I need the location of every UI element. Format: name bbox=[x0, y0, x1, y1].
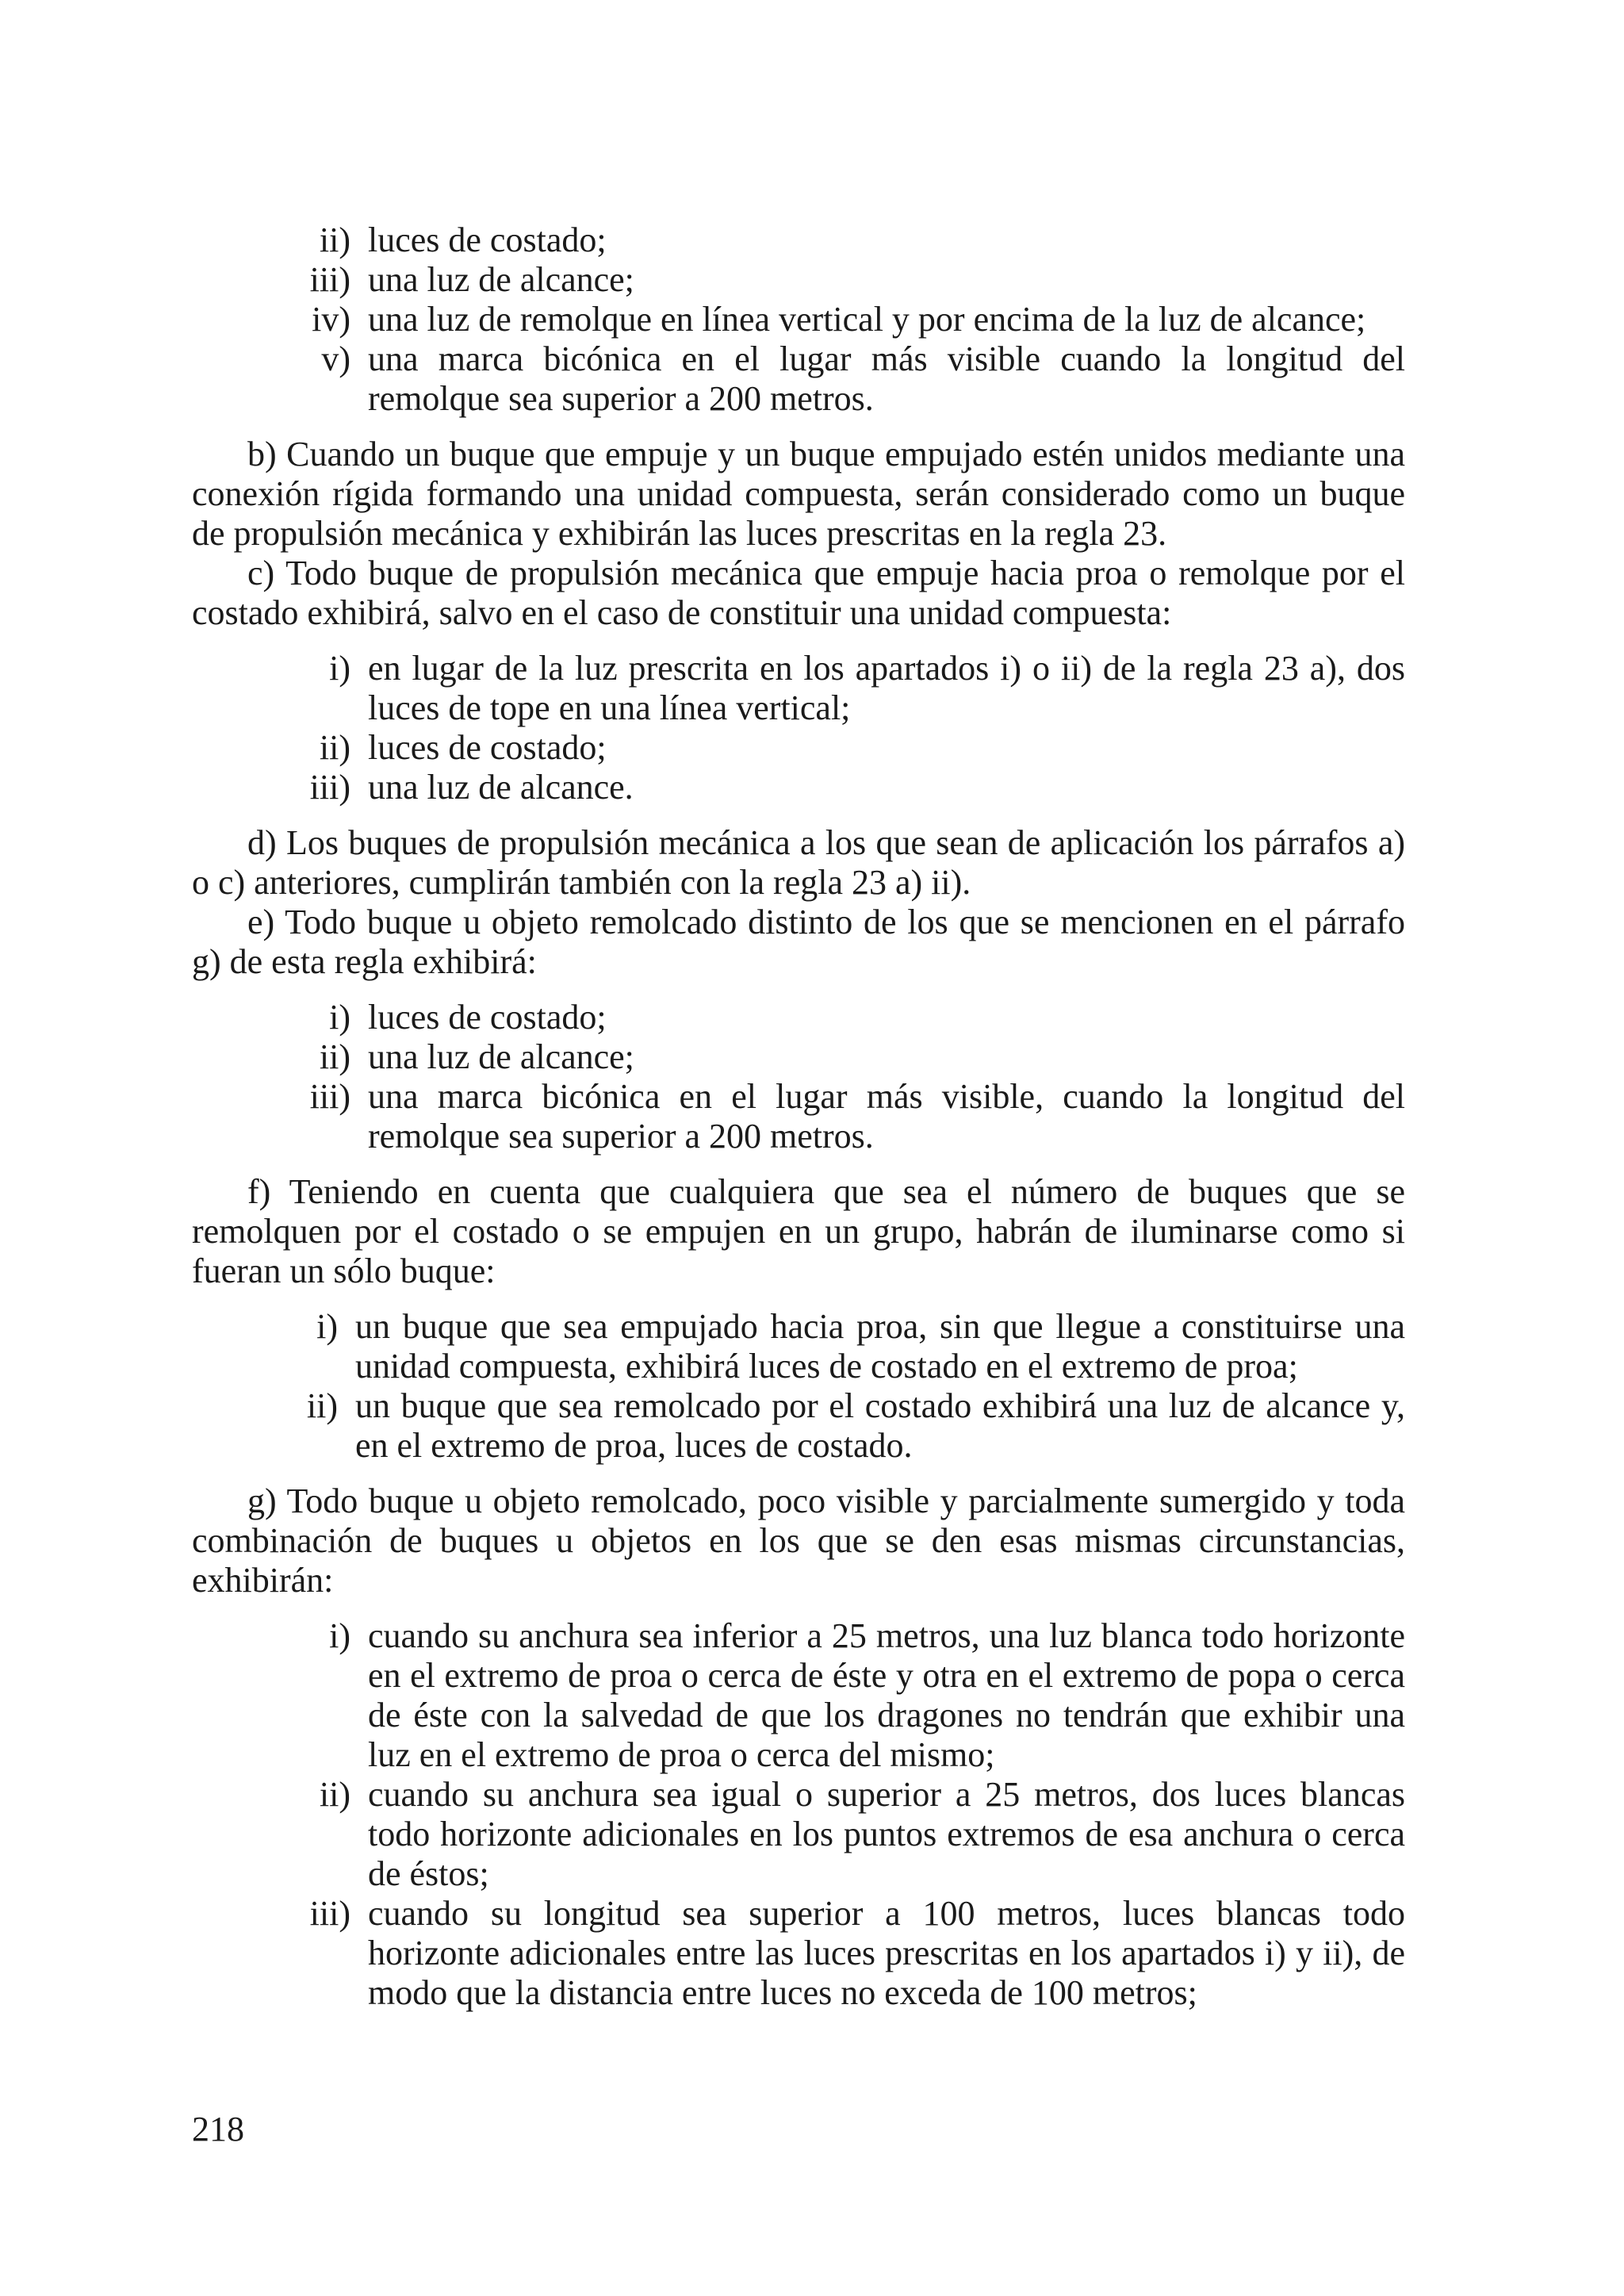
item-number: i) bbox=[329, 998, 350, 1037]
item-text: cuando su longitud sea superior a 100 metros, luces blancas todo horizonte adicionales entre las luces prescritas en los apartados i) y ii), de modo que la distancia entre luces no exceda de 100 metros; bbox=[368, 1894, 1405, 2012]
page-body bbox=[192, 220, 1405, 2013]
item-text: una luz de alcance; bbox=[368, 1037, 634, 1076]
paragraph-c: c) Todo buque de propulsión mecánica que empuje hacia proa o remolque por el costado exhibirá, salvo en el caso de constituir una unidad compuesta: bbox=[192, 554, 1405, 632]
list-item bbox=[192, 1894, 1405, 2013]
item-number: iii) bbox=[309, 768, 350, 807]
item-text: una luz de remolque en línea vertical y por encima de la luz de alcance; bbox=[368, 300, 1366, 339]
paragraph-g: g) Todo buque u objeto remolcado, poco visible y parcialmente sumergido y toda combinación de buques u objetos en los que se den esas mismas circunstancias, exhibirán: bbox=[192, 1481, 1405, 1600]
list-item bbox=[192, 1386, 1405, 1466]
item-number: ii) bbox=[319, 1037, 350, 1076]
paragraph-f: f) Teniendo en cuenta que cualquiera que sea el número de buques que se remolquen por el costado o se empujen en un grupo, habrán de iluminarse como si fueran un sólo buque: bbox=[192, 1172, 1405, 1290]
list-item bbox=[192, 1037, 1405, 1077]
list-item bbox=[192, 300, 1405, 339]
item-text: luces de costado; bbox=[368, 728, 607, 767]
list-item bbox=[192, 998, 1405, 1037]
item-text: luces de costado; bbox=[368, 220, 607, 259]
item-text: una marca bicónica en el lugar más visible cuando la longitud del remolque sea superior a 200 metros. bbox=[368, 339, 1405, 418]
item-text: cuando su anchura sea inferior a 25 metros, una luz blanca todo horizonte en el extremo de proa o cerca de éste y otra en el extremo de popa o cerca de éste con la salvedad de que los dragones no tendrán que exhibir una luz en el extremo de proa o cerca del mismo; bbox=[368, 1616, 1405, 1774]
item-number: i) bbox=[329, 1616, 350, 1655]
list-item bbox=[192, 339, 1405, 419]
list-item bbox=[192, 1616, 1405, 1775]
item-text: un buque que sea remolcado por el costado exhibirá una luz de alcance y, en el extremo de proa, luces de costado. bbox=[355, 1386, 1405, 1465]
list-a-continued bbox=[192, 220, 1405, 419]
item-number: i) bbox=[329, 649, 350, 688]
item-number: i) bbox=[316, 1307, 338, 1346]
list-e bbox=[192, 998, 1405, 1156]
item-number: iv) bbox=[312, 300, 350, 339]
item-number: ii) bbox=[319, 728, 350, 767]
list-item bbox=[192, 728, 1405, 768]
list-g bbox=[192, 1616, 1405, 2013]
list-c bbox=[192, 649, 1405, 807]
list-item bbox=[192, 1775, 1405, 1894]
item-text: luces de costado; bbox=[368, 998, 607, 1037]
list-item bbox=[192, 260, 1405, 300]
list-item bbox=[192, 220, 1405, 260]
paragraph-b: b) Cuando un buque que empuje y un buque empujado estén unidos mediante una conexión rígida formando una unidad compuesta, serán considerado como un buque de propulsión mecánica y exhibirán las luces prescritas en la regla 23. bbox=[192, 435, 1405, 553]
paragraph-d: d) Los buques de propulsión mecánica a los que sean de aplicación los párrafos a) o c) anteriores, cumplirán también con la regla 23 a) ii). bbox=[192, 823, 1405, 902]
item-number: iii) bbox=[309, 1077, 350, 1116]
item-text: una marca bicónica en el lugar más visible, cuando la longitud del remolque sea superior a 200 metros. bbox=[368, 1077, 1405, 1156]
item-number: ii) bbox=[319, 1775, 350, 1814]
item-number: iii) bbox=[309, 1894, 350, 1933]
list-item bbox=[192, 1077, 1405, 1156]
item-number: v) bbox=[321, 339, 350, 378]
list-item bbox=[192, 649, 1405, 728]
item-number: ii) bbox=[319, 220, 350, 259]
paragraph-e: e) Todo buque u objeto remolcado distinto de los que se mencionen en el párrafo g) de esta regla exhibirá: bbox=[192, 903, 1405, 981]
item-text: cuando su anchura sea igual o superior a 25 metros, dos luces blancas todo horizonte adicionales en los puntos extremos de esa anchura o cerca de éstos; bbox=[368, 1775, 1405, 1893]
item-text: en lugar de la luz prescrita en los apartados i) o ii) de la regla 23 a), dos luces de tope en una línea vertical; bbox=[368, 649, 1405, 727]
list-item bbox=[192, 1307, 1405, 1386]
page-number: 218 bbox=[192, 2110, 244, 2148]
item-text: una luz de alcance. bbox=[368, 768, 634, 807]
item-text: un buque que sea empujado hacia proa, sin que llegue a constituirse una unidad compuesta, exhibirá luces de costado en el extremo de proa; bbox=[355, 1307, 1405, 1386]
item-number: iii) bbox=[309, 260, 350, 299]
item-text: una luz de alcance; bbox=[368, 260, 634, 299]
item-number: ii) bbox=[306, 1386, 338, 1425]
list-f bbox=[192, 1307, 1405, 1466]
list-item bbox=[192, 768, 1405, 807]
